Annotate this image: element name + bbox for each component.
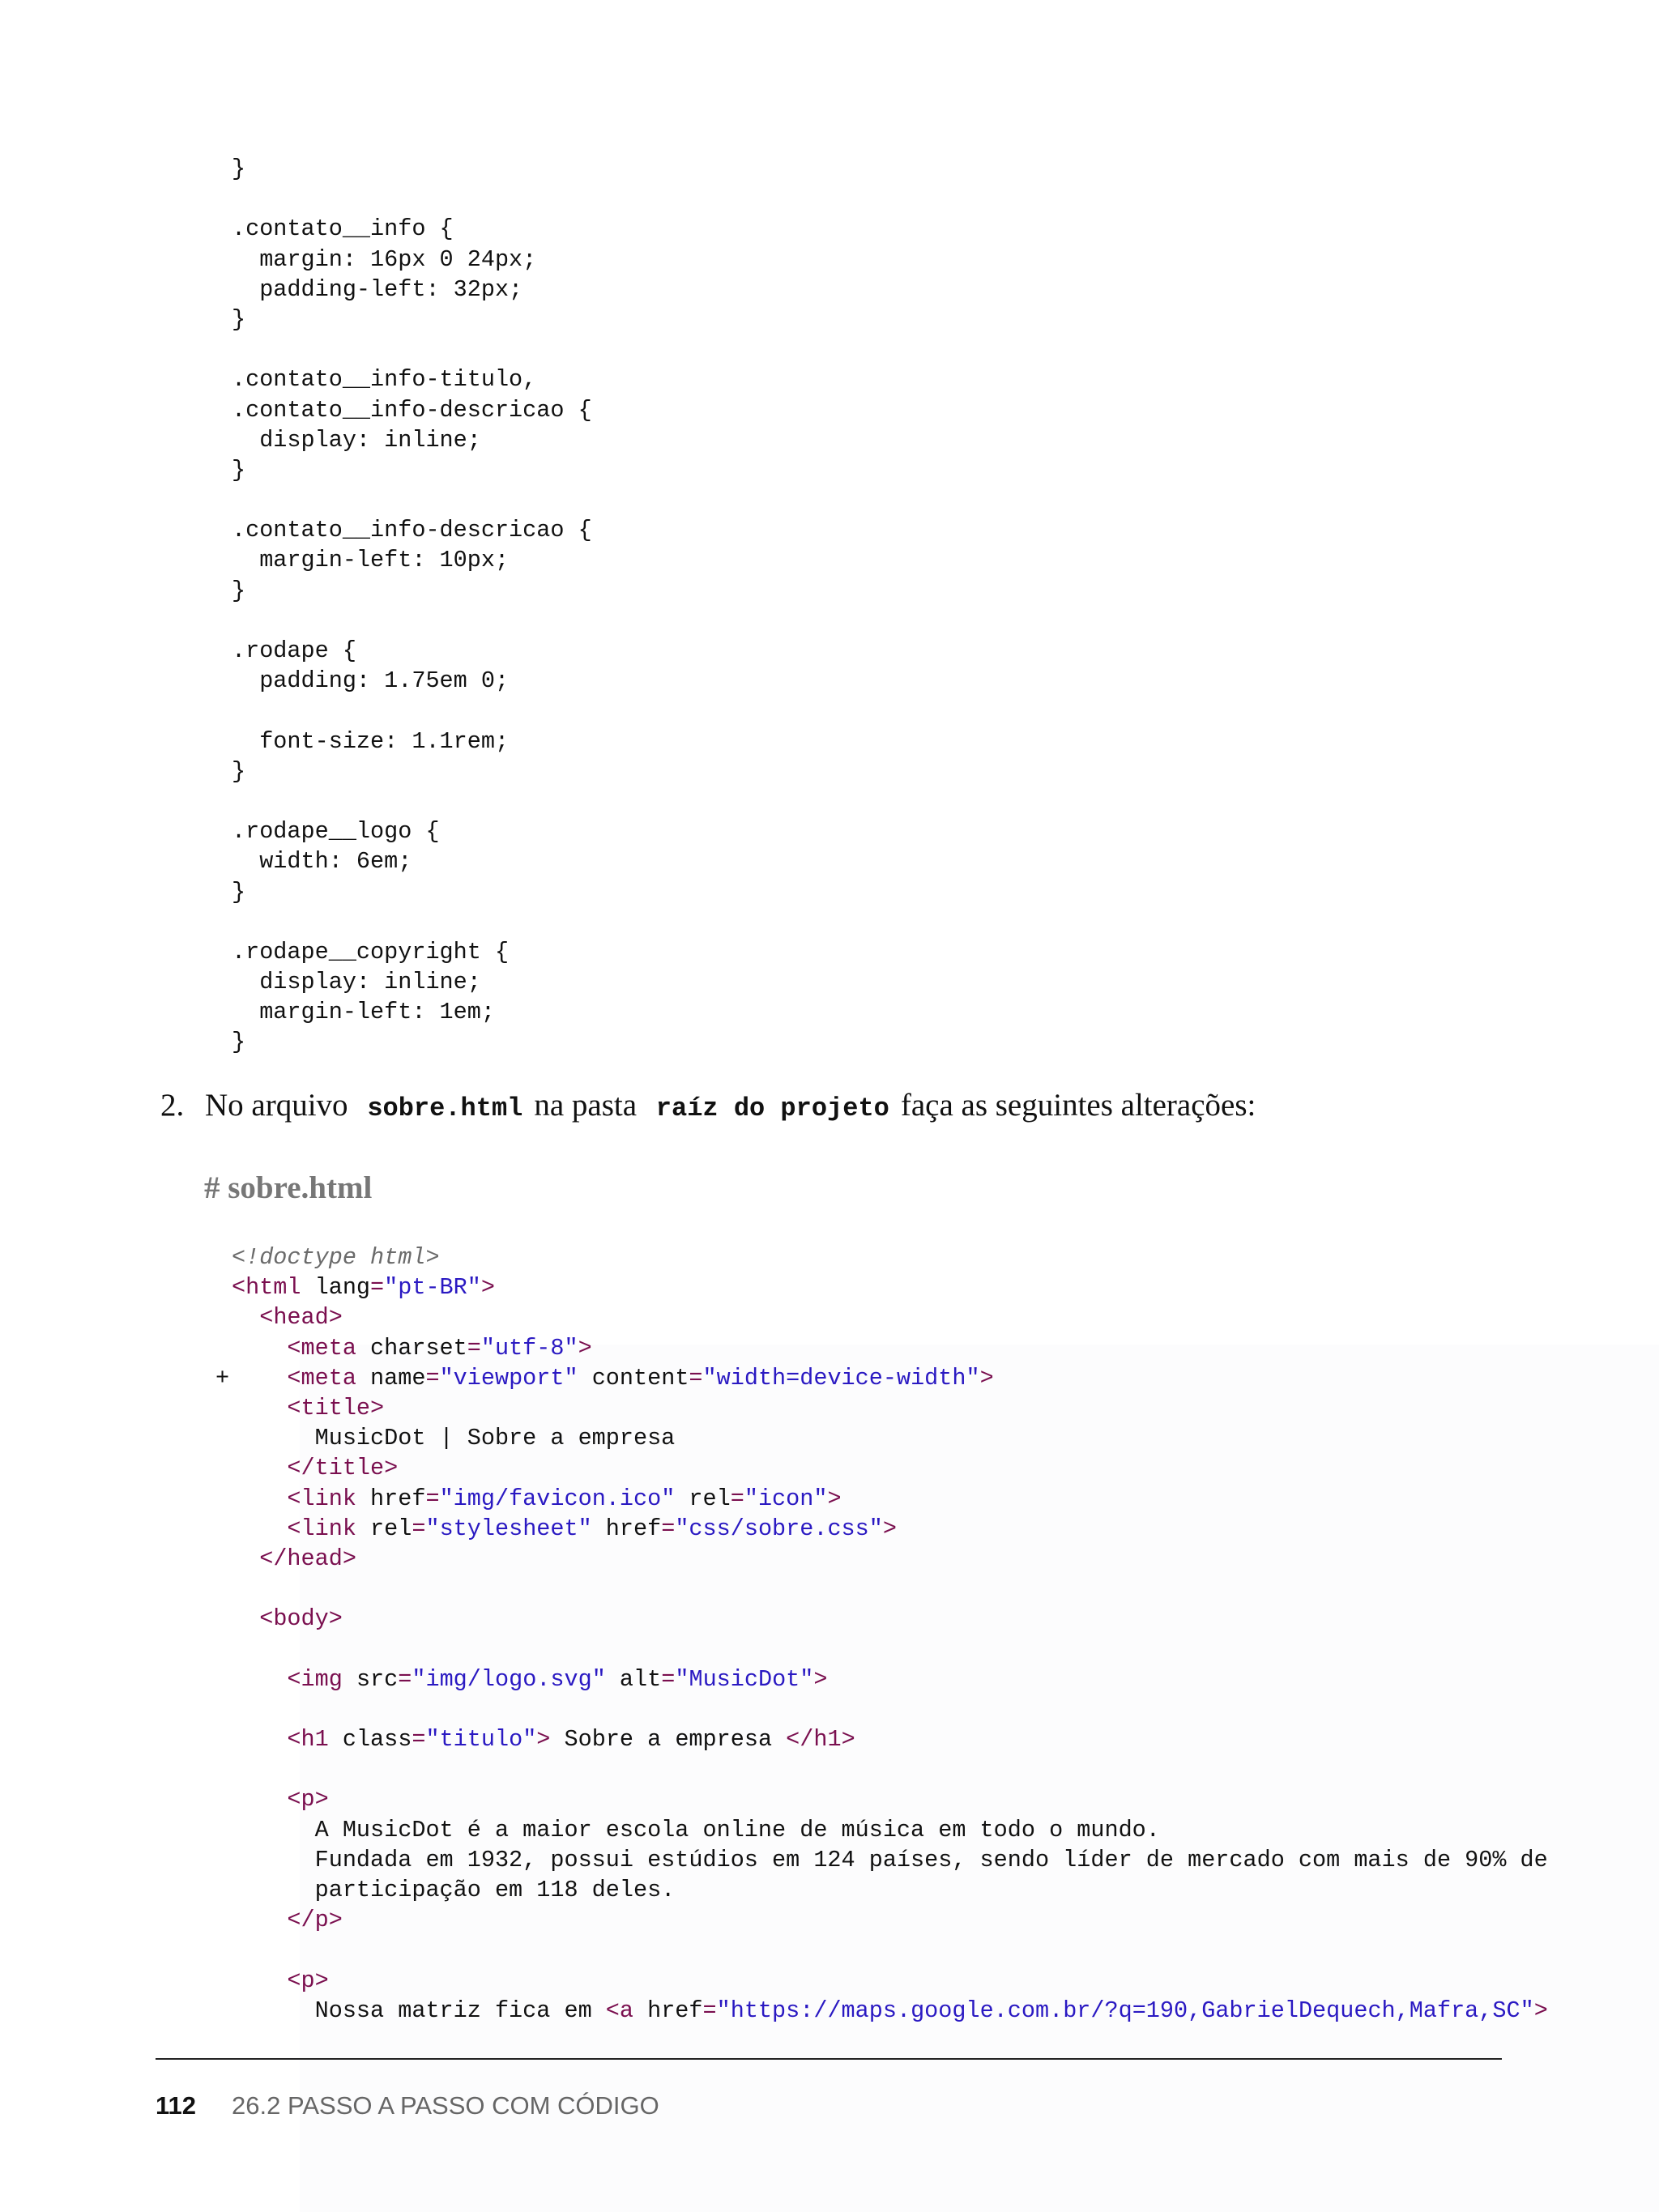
code-token: = — [425, 1485, 440, 1512]
code-token — [232, 1666, 287, 1693]
code-token: <!doctype html> — [232, 1244, 440, 1271]
code-token — [232, 1335, 287, 1362]
code-token: "pt-BR" — [384, 1274, 481, 1302]
code-token: lang — [301, 1274, 371, 1302]
code-token: = — [398, 1665, 412, 1693]
code-line: } — [232, 577, 246, 604]
code-token: = — [467, 1334, 481, 1362]
step-text-before: No arquivo — [205, 1088, 348, 1123]
code-token: rel — [356, 1515, 412, 1542]
code-token — [232, 1726, 287, 1753]
code-token: charset — [356, 1334, 467, 1362]
step-2-instruction — [160, 1087, 1256, 1123]
code-token: "width=device-width" — [702, 1364, 980, 1392]
code-line — [232, 1935, 1548, 1965]
code-line: .rodape__logo { — [232, 818, 440, 846]
code-line — [232, 1484, 1548, 1514]
code-line — [232, 1423, 1548, 1453]
code-line — [232, 1453, 1548, 1483]
file-name: sobre.html — [367, 1093, 523, 1123]
code-token: alt — [605, 1665, 662, 1693]
code-token: rel — [675, 1485, 731, 1512]
code-token — [232, 1304, 259, 1331]
code-token: <p> — [287, 1967, 329, 1994]
code-token — [232, 1515, 287, 1542]
code-token: participação em 118 deles. — [232, 1876, 676, 1903]
code-token — [232, 1605, 259, 1632]
code-token: = — [425, 1364, 440, 1392]
code-token: = — [661, 1665, 676, 1693]
code-token: href — [633, 1997, 703, 2024]
code-token: = — [661, 1515, 676, 1542]
code-token: "css/sobre.css" — [675, 1515, 883, 1542]
code-line: } — [232, 878, 246, 906]
code-token: "img/logo.svg" — [412, 1665, 606, 1693]
code-token: "titulo" — [425, 1726, 537, 1753]
code-token: <meta — [287, 1334, 356, 1362]
code-line — [232, 335, 592, 364]
code-token: > — [979, 1364, 994, 1392]
code-token: </head> — [259, 1545, 356, 1572]
code-token: "icon" — [744, 1485, 828, 1512]
diff-added-marker: + — [215, 1364, 230, 1392]
code-line — [232, 1302, 1548, 1332]
code-token: > — [813, 1665, 828, 1693]
footer-divider — [156, 2058, 1502, 2060]
code-token — [232, 1786, 287, 1813]
code-line: .rodape__copyright { — [232, 938, 510, 965]
code-token: <link — [287, 1485, 356, 1512]
code-line — [232, 786, 592, 816]
code-line — [232, 1845, 1548, 1875]
code-token — [232, 1395, 287, 1421]
code-line — [232, 1664, 1548, 1694]
code-line — [232, 1604, 1548, 1634]
code-line — [232, 184, 592, 214]
code-line: margin: 16px 0 24px; — [232, 245, 537, 273]
code-line — [232, 1333, 1548, 1363]
code-token: A MusicDot é a maior escola online de música em todo o mundo. — [232, 1816, 1160, 1843]
code-token: = — [730, 1485, 744, 1512]
code-token: "https://maps.google.com.br/?q=190,GabrielDequech,Mafra,SC" — [716, 1997, 1534, 2024]
html-code-block — [215, 1242, 1548, 2026]
code-token: <meta — [287, 1364, 356, 1392]
code-line: .contato__info-descricao { — [232, 396, 592, 424]
step-number: 2. — [160, 1088, 185, 1123]
code-token: Fundada em 1932, possui estúdios em 124 países, sendo líder de mercado com mais de 90% de — [232, 1846, 1548, 1873]
code-token: <a — [605, 1997, 633, 2024]
code-line: } — [232, 305, 246, 333]
code-token: <link — [287, 1515, 356, 1542]
code-token: Sobre a empresa — [550, 1726, 787, 1753]
code-token — [232, 1485, 287, 1512]
code-line: } — [232, 1029, 246, 1056]
code-line — [232, 485, 592, 515]
code-token: > — [536, 1726, 551, 1753]
code-token: = — [689, 1364, 703, 1392]
code-line — [232, 1875, 1548, 1905]
code-token: <head> — [259, 1304, 343, 1332]
code-token: </h1> — [786, 1726, 855, 1753]
code-token: > — [882, 1515, 897, 1542]
code-line — [232, 907, 592, 937]
code-line: margin-left: 1em; — [232, 999, 495, 1026]
code-token: > — [827, 1485, 842, 1512]
code-line: display: inline; — [232, 426, 481, 454]
code-token — [232, 1545, 259, 1572]
code-token — [232, 1455, 287, 1481]
code-token: <h1 — [287, 1726, 329, 1753]
code-line — [232, 1272, 1548, 1302]
code-line: width: 6em; — [232, 848, 412, 876]
code-line — [232, 1754, 1548, 1784]
code-line — [232, 1784, 1548, 1814]
code-token: MusicDot | Sobre a empresa — [232, 1425, 676, 1452]
code-line — [232, 1514, 1548, 1544]
css-code-block — [232, 154, 592, 1058]
code-line — [232, 696, 592, 726]
code-line: } — [232, 456, 246, 484]
step-text-after: faça as seguintes alterações: — [900, 1088, 1256, 1123]
code-token: <img — [287, 1665, 343, 1693]
code-token: "utf-8" — [480, 1334, 578, 1362]
code-line — [232, 1634, 1548, 1664]
code-token — [232, 1907, 287, 1933]
code-line: padding-left: 32px; — [232, 275, 523, 303]
code-token: <html — [232, 1274, 301, 1302]
code-line: .contato__info-descricao { — [232, 517, 592, 544]
page-footer — [156, 2091, 659, 2120]
file-heading: # sobre.html — [204, 1170, 373, 1205]
code-line — [232, 1574, 1548, 1604]
code-token: > — [578, 1334, 592, 1362]
code-line — [232, 1544, 1548, 1574]
code-token: = — [412, 1515, 426, 1542]
code-token: src — [342, 1665, 399, 1693]
code-token: <p> — [287, 1786, 329, 1813]
code-line — [232, 1724, 1548, 1754]
code-line — [232, 1815, 1548, 1845]
code-token: Nossa matriz fica em — [232, 1997, 606, 2024]
code-token: </p> — [287, 1907, 343, 1934]
section-title: 26.2 PASSO A PASSO COM CÓDIGO — [232, 2091, 659, 2120]
code-line: font-size: 1.1rem; — [232, 727, 510, 755]
code-line — [232, 1393, 1548, 1423]
code-token: = — [370, 1274, 385, 1302]
code-line — [215, 1363, 1548, 1393]
code-token: = — [702, 1997, 717, 2024]
code-line: display: inline; — [232, 969, 481, 996]
code-line — [232, 606, 592, 636]
code-token: name — [356, 1364, 426, 1392]
code-line — [232, 1694, 1548, 1724]
code-token: href — [591, 1515, 662, 1542]
code-line: } — [232, 156, 246, 182]
code-token: content — [578, 1364, 689, 1392]
code-token: "viewport" — [439, 1364, 578, 1392]
code-token: <body> — [259, 1605, 343, 1633]
code-token: = — [412, 1726, 426, 1753]
code-token: <title> — [287, 1394, 385, 1421]
code-line — [232, 1966, 1548, 1996]
code-token: > — [480, 1274, 495, 1302]
code-token — [232, 1967, 287, 1994]
code-line: padding: 1.75em 0; — [232, 667, 510, 695]
code-line: } — [232, 757, 246, 785]
code-token: "img/favicon.ico" — [439, 1485, 676, 1512]
code-token: class — [328, 1726, 412, 1753]
code-token — [232, 1365, 287, 1392]
code-token: </title> — [287, 1455, 399, 1482]
step-text-middle: na pasta — [534, 1088, 638, 1123]
code-line — [232, 1905, 1548, 1935]
page-number: 112 — [156, 2091, 197, 2120]
code-line — [232, 1242, 1548, 1272]
code-line — [232, 1996, 1548, 2026]
folder-name: raíz do projeto — [655, 1093, 889, 1123]
code-token: "stylesheet" — [425, 1515, 592, 1542]
code-line: margin-left: 10px; — [232, 547, 510, 574]
code-line: .contato__info { — [232, 215, 454, 243]
code-token: "MusicDot" — [675, 1665, 814, 1693]
code-token: > — [1533, 1997, 1548, 2024]
code-line: .rodape { — [232, 637, 356, 664]
code-token: href — [356, 1485, 426, 1512]
code-line: .contato__info-titulo, — [232, 366, 537, 394]
